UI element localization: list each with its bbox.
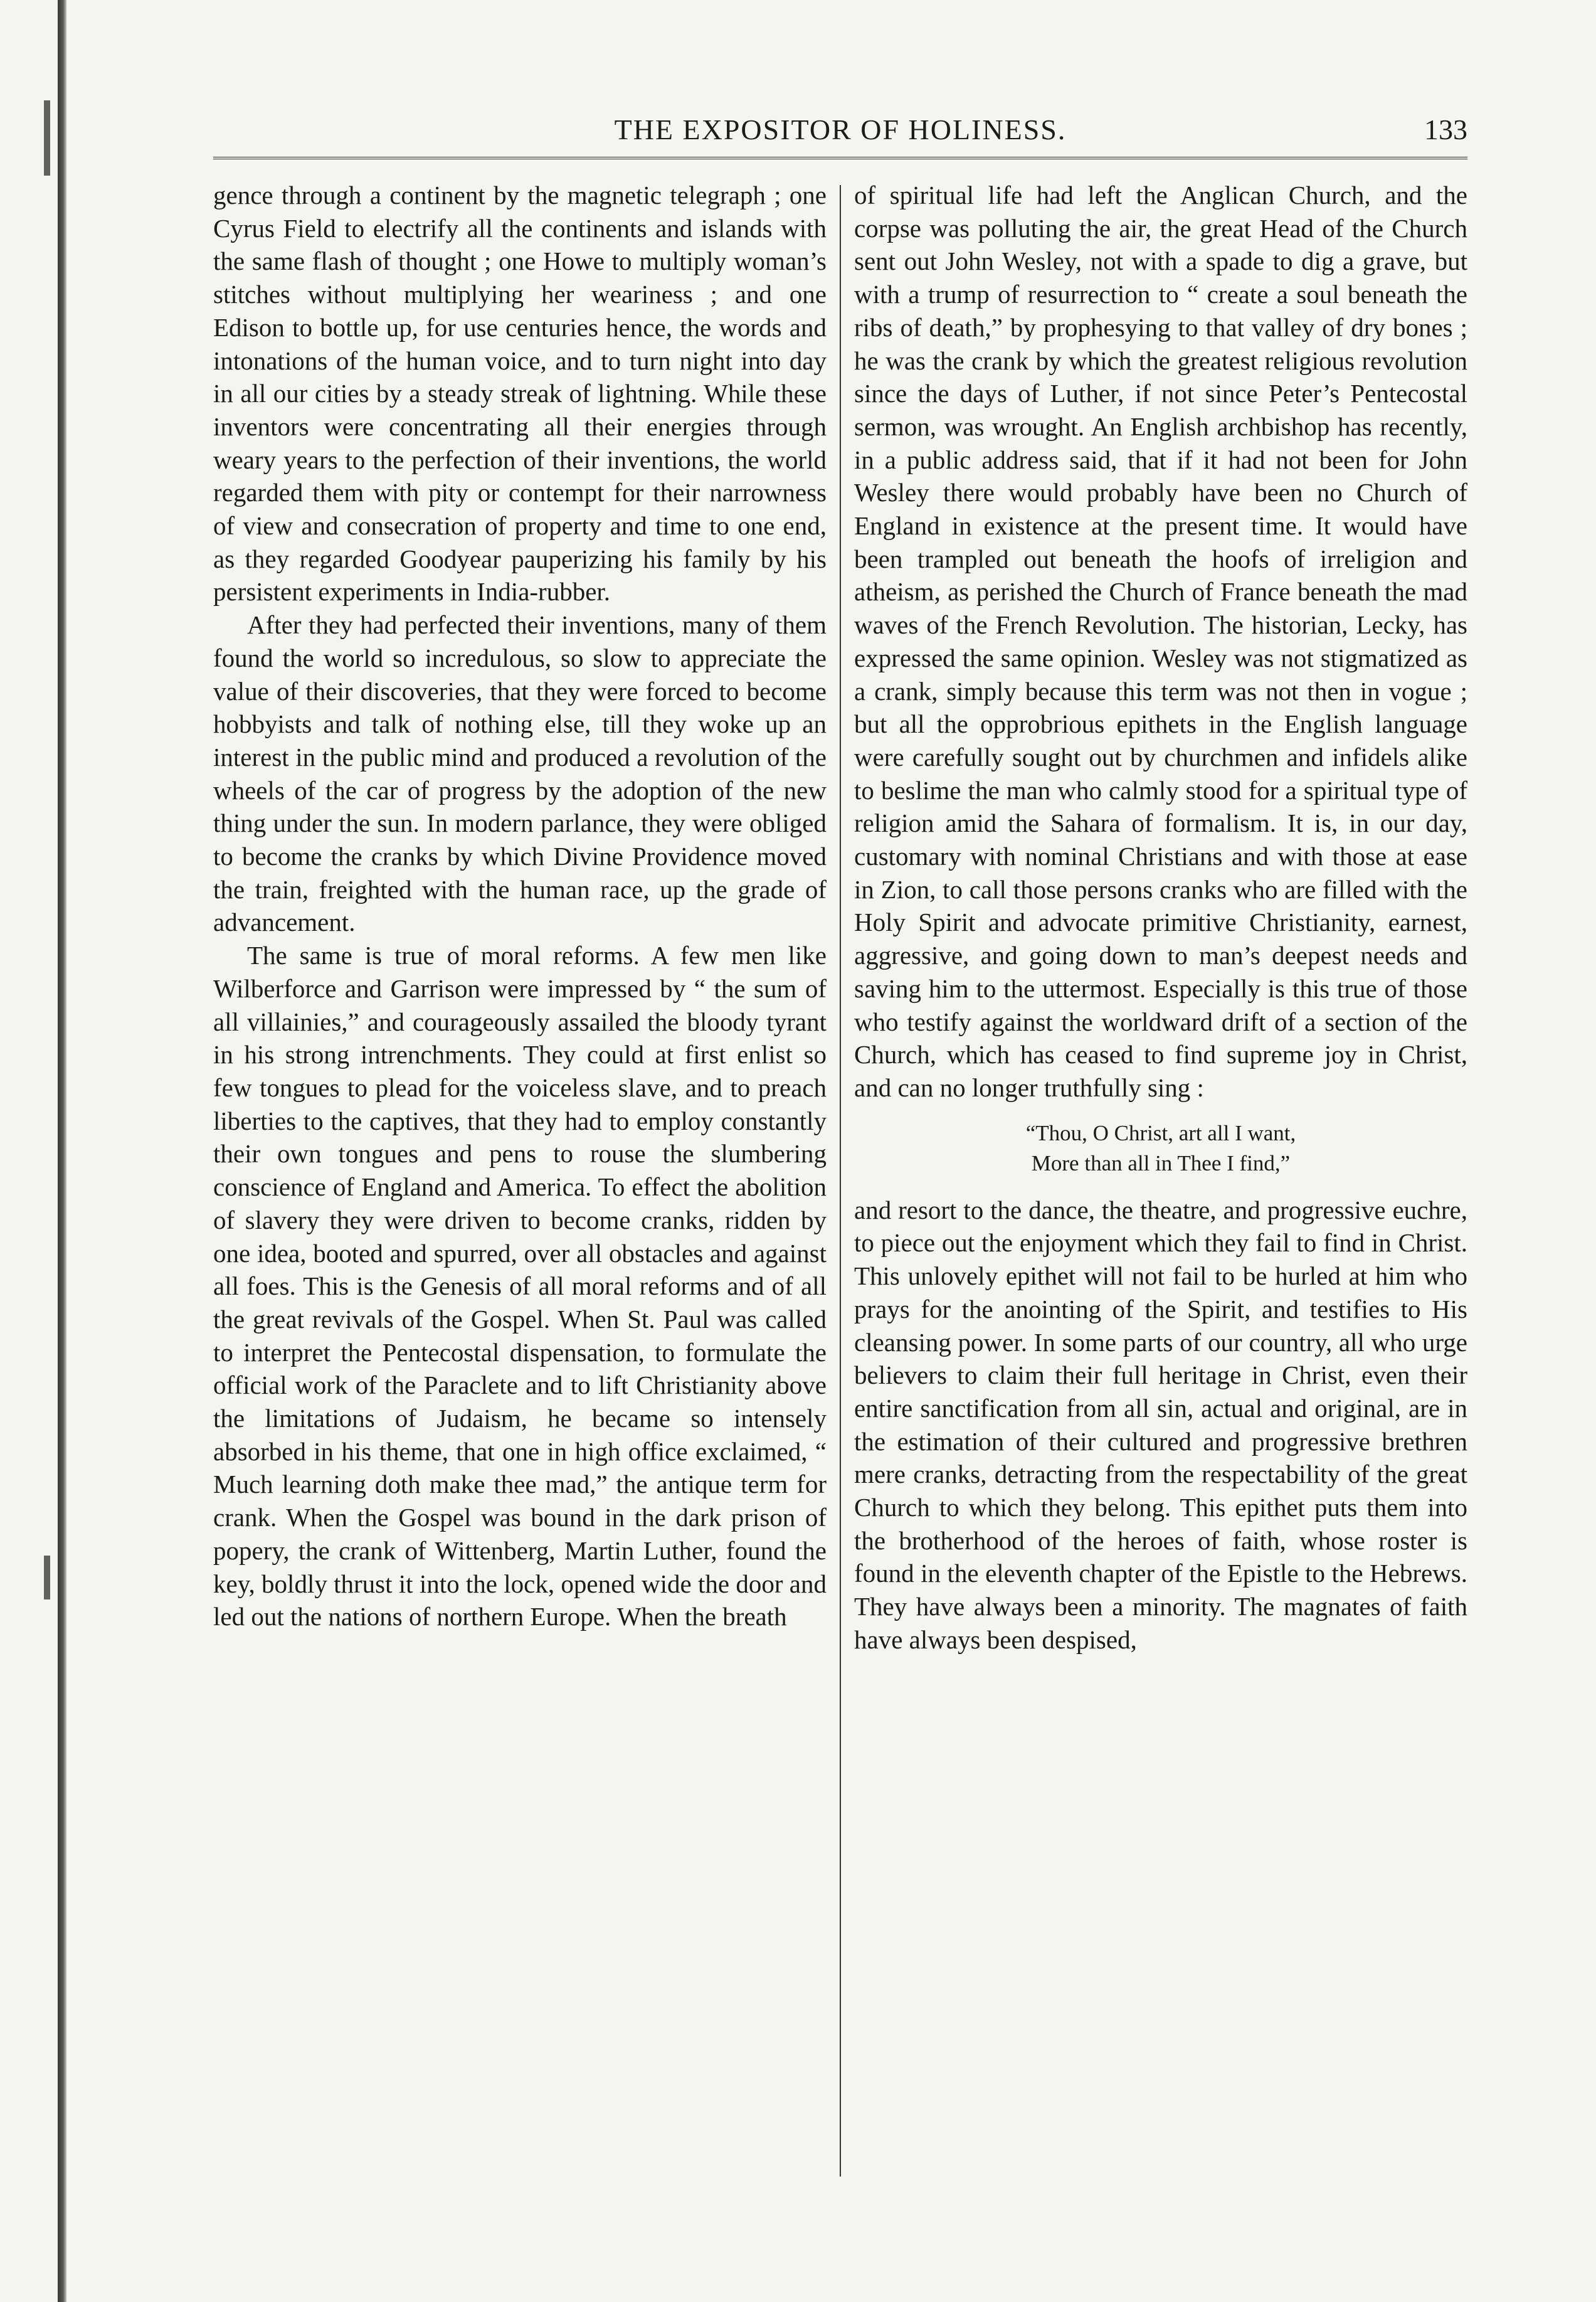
running-header <box>213 113 1467 163</box>
hymn-quotation <box>854 1118 1467 1179</box>
article-body <box>213 179 1467 2180</box>
paragraph: The same is true of moral reforms. A few men like Wilberforce and Garrison were impressed by “ the sum of all villainies,” and courageously assailed the bloody tyrant in his strong intrenchments. They could at first enlist so few tongues to plead for the voiceless slave, and to preach liberties to the captives, that they had to employ constantly their own tongues and pens to rouse the slumbering conscience of England and America. To effect the abolition of slavery they were driven to become cranks, ridden by one idea, booted and spurred, over all obstacles and against all foes. This is the Genesis of all moral reforms and of all the great revivals of the Gospel. When St. Paul was called to interpret the Pentecostal dispensation, to formulate the official work of the Paraclete and to lift Christianity above the limitations of Judaism, he became so intensely absorbed in his theme, that one in high office exclaimed, “ Much learning doth make thee mad,” the antique term for crank. When the Gospel was bound in the dark prison of popery, the crank of Wittenberg, Martin Luther, found the key, boldly thrust it into the lock, opened wide the door and led out the nations of northern Europe. When the breath <box>213 941 827 1631</box>
page-binding-edge <box>58 0 66 2302</box>
header-rule <box>213 157 1467 159</box>
verse-line: “Thou, O Christ, art all I want, <box>1025 1120 1296 1145</box>
verse-line: More than all in Thee I find,” <box>1031 1150 1291 1175</box>
paragraph: gence through a continent by the magnetic telegraph ; one Cyrus Field to electrify all the continents and islands with the same flash of thought ; one Howe to multiply woman’s stitches without multiplying her weariness ; and one Edison to bottle up, for use centuries hence, the words and intonations of the human voice, and to turn night into day in all our cities by a steady streak of lightning. While these inventors were concentrating all their energies through weary years to the perfection of their inventions, the world regarded them with pity or contempt for their narrowness of view and consecration of property and time to one end, as they regarded Goodyear pauperizing his family by his persistent experiments in India-rubber. <box>213 181 827 607</box>
journal-title: THE EXPOSITOR OF HOLINESS. <box>614 114 1067 146</box>
right-column <box>854 179 1467 2180</box>
column-divider <box>840 185 841 2177</box>
paragraph: After they had perfected their inventions, many of them found the world so incredulous, so slow to appreciate the value of their discoveries, that they were forced to become hobbyists and talk of nothing else, till they woke up an interest in the public mind and produced a revolution of the wheels of the car of progress by the adoption of the new thing under the sun. In modern parlance, they were obliged to become the cranks by which Divine Providence moved the train, freighted with the human race, up the grade of advancement. <box>213 610 827 937</box>
paragraph: of spiritual life had left the Anglican Church, and the corpse was polluting the air, the great Head of the Church sent out John Wesley, not with a spade to dig a grave, but with a trump of resurrection to “ create a soul beneath the ribs of death,” by prophesying to that valley of dry bones ; he was the crank by which the greatest religious revolution since the days of Luther, if not since Peter’s Pentecostal sermon, was wrought. An English archbishop has recently, in a public address said, that if it had not been for John Wesley there would probably have been no Church of England in existence at the present time. It would have been trampled out beneath the hoofs of irreligion and atheism, as perished the Church of France beneath the mad waves of the French Revolution. The historian, Lecky, has expressed the same opinion. Wesley was not stigmatized as a crank, simply because this term was not then in vogue ; but all the opprobrious epithets in the English language were carefully sought out by churchmen and infidels alike to beslime the man who calmly stood for a spiritual type of religion amid the Sahara of formalism. It is, in our day, customary with nominal Christians and with those at ease in Zion, to call those persons cranks who are filled with the Holy Spirit and advocate primitive Christianity, earnest, aggressive, and going down to man’s deepest needs and saving him to the uttermost. Especially is this true of those who testify against the worldward drift of a section of the Church, which has ceased to find supreme joy in Christ, and can no longer truthfully sing : <box>854 181 1467 1102</box>
left-column <box>213 179 827 2180</box>
binding-speck <box>44 1556 50 1599</box>
page-number: 133 <box>1424 114 1467 146</box>
binding-speck <box>44 100 50 176</box>
paragraph: and resort to the dance, the theatre, and progressive euchre, to piece out the enjoyment which they fail to find in Christ. This unlovely epithet will not fail to be hurled at him who prays for the anointing of the Spirit, and testifies to His cleansing power. In some parts of our country, all who urge believers to claim their full heritage in Christ, even their entire sanctification from all sin, actual and original, are in the estimation of their cultured and progressive brethren mere cranks, detracting from the respectability of the great Church to which they belong. This epithet puts them into the brotherhood of the heroes of faith, whose roster is found in the eleventh chapter of the Epistle to the Hebrews. They have always been a minority. The magnates of faith have always been despised, <box>854 1195 1467 1654</box>
